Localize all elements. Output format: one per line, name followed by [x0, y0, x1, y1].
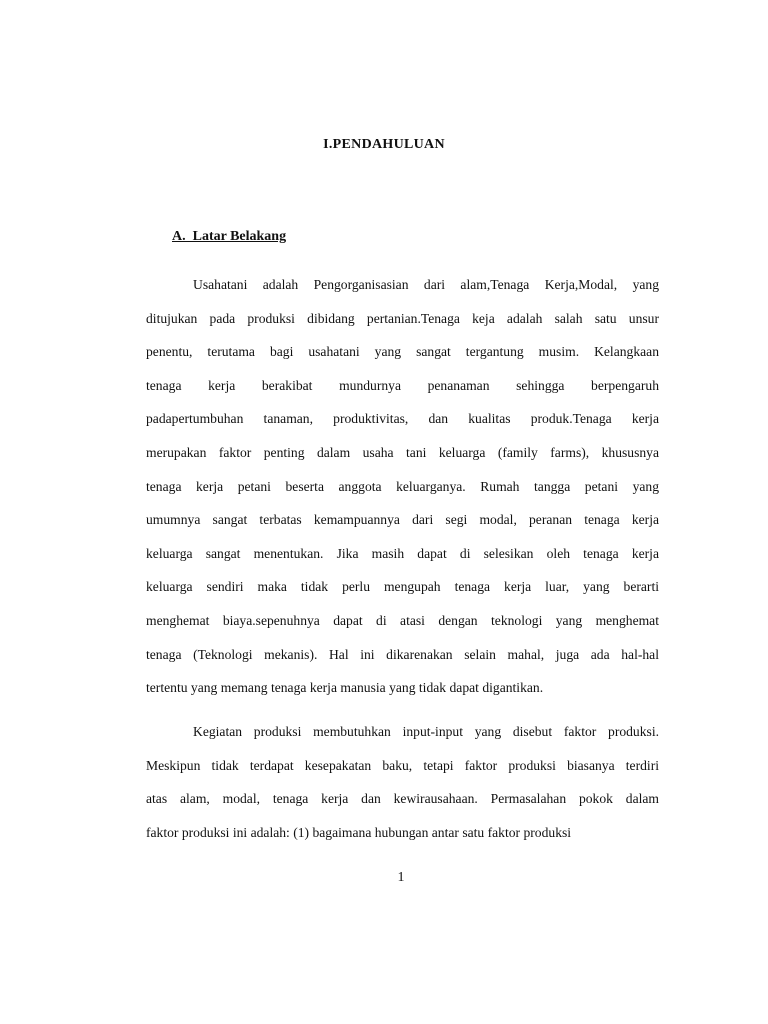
paragraph-line: ditujukan pada produksi dibidang pertanian.Tenaga keja adalah salah satu unsur [146, 310, 659, 326]
paragraph-line: merupakan faktor penting dalam usaha tani keluarga (family farms), khususnya [146, 444, 659, 460]
paragraph-line: keluarga sangat menentukan. Jika masih dapat di selesikan oleh tenaga kerja [146, 545, 659, 561]
paragraph-line: keluarga sendiri maka tidak perlu mengupah tenaga kerja luar, yang berarti [146, 579, 659, 595]
chapter-title: I.PENDAHULUAN [323, 137, 445, 152]
paragraph-1 [146, 268, 659, 705]
paragraph-line: tenaga kerja petani beserta anggota keluarganya. Rumah tangga petani yang [146, 478, 659, 494]
paragraph-line: atas alam, modal, tenaga kerja dan kewirausahaan. Permasalahan pokok dalam [146, 791, 659, 807]
paragraph-line: tenaga kerja berakibat mundurnya penanaman sehingga berpengaruh [146, 377, 659, 393]
paragraph-line: padapertumbuhan tanaman, produktivitas, dan kualitas produk.Tenaga kerja [146, 411, 659, 427]
paragraph-line: penentu, terutama bagi usahatani yang sangat tergantung musim. Kelangkaan [146, 344, 659, 360]
paragraph-line: tenaga (Teknologi mekanis). Hal ini dikarenakan selain mahal, juga ada hal-hal [146, 646, 659, 662]
section-heading: A. Latar Belakang [172, 229, 287, 244]
paragraph-line: faktor produksi ini adalah: (1) bagaimana hubungan antar satu faktor produksi [146, 824, 572, 840]
paragraph-line: umumnya sangat terbatas kemampuannya dari segi modal, peranan tenaga kerja [146, 512, 659, 528]
paragraph-line: Meskipun tidak terdapat kesepakatan baku, tetapi faktor produksi biasanya terdiri [146, 757, 659, 773]
paragraph-2 [146, 715, 659, 849]
page-number: 1 [397, 870, 405, 885]
paragraph-line: tertentu yang memang tenaga kerja manusia yang tidak dapat digantikan. [146, 680, 544, 696]
paragraph-line: Kegiatan produksi membutuhkan input-input yang disebut faktor produksi. [193, 724, 659, 739]
paragraph-line: Usahatani adalah Pengorganisasian dari alam,Tenaga Kerja,Modal, yang [193, 277, 659, 292]
paragraph-line: menghemat biaya.sepenuhnya dapat di atasi dengan teknologi yang menghemat [146, 612, 659, 628]
